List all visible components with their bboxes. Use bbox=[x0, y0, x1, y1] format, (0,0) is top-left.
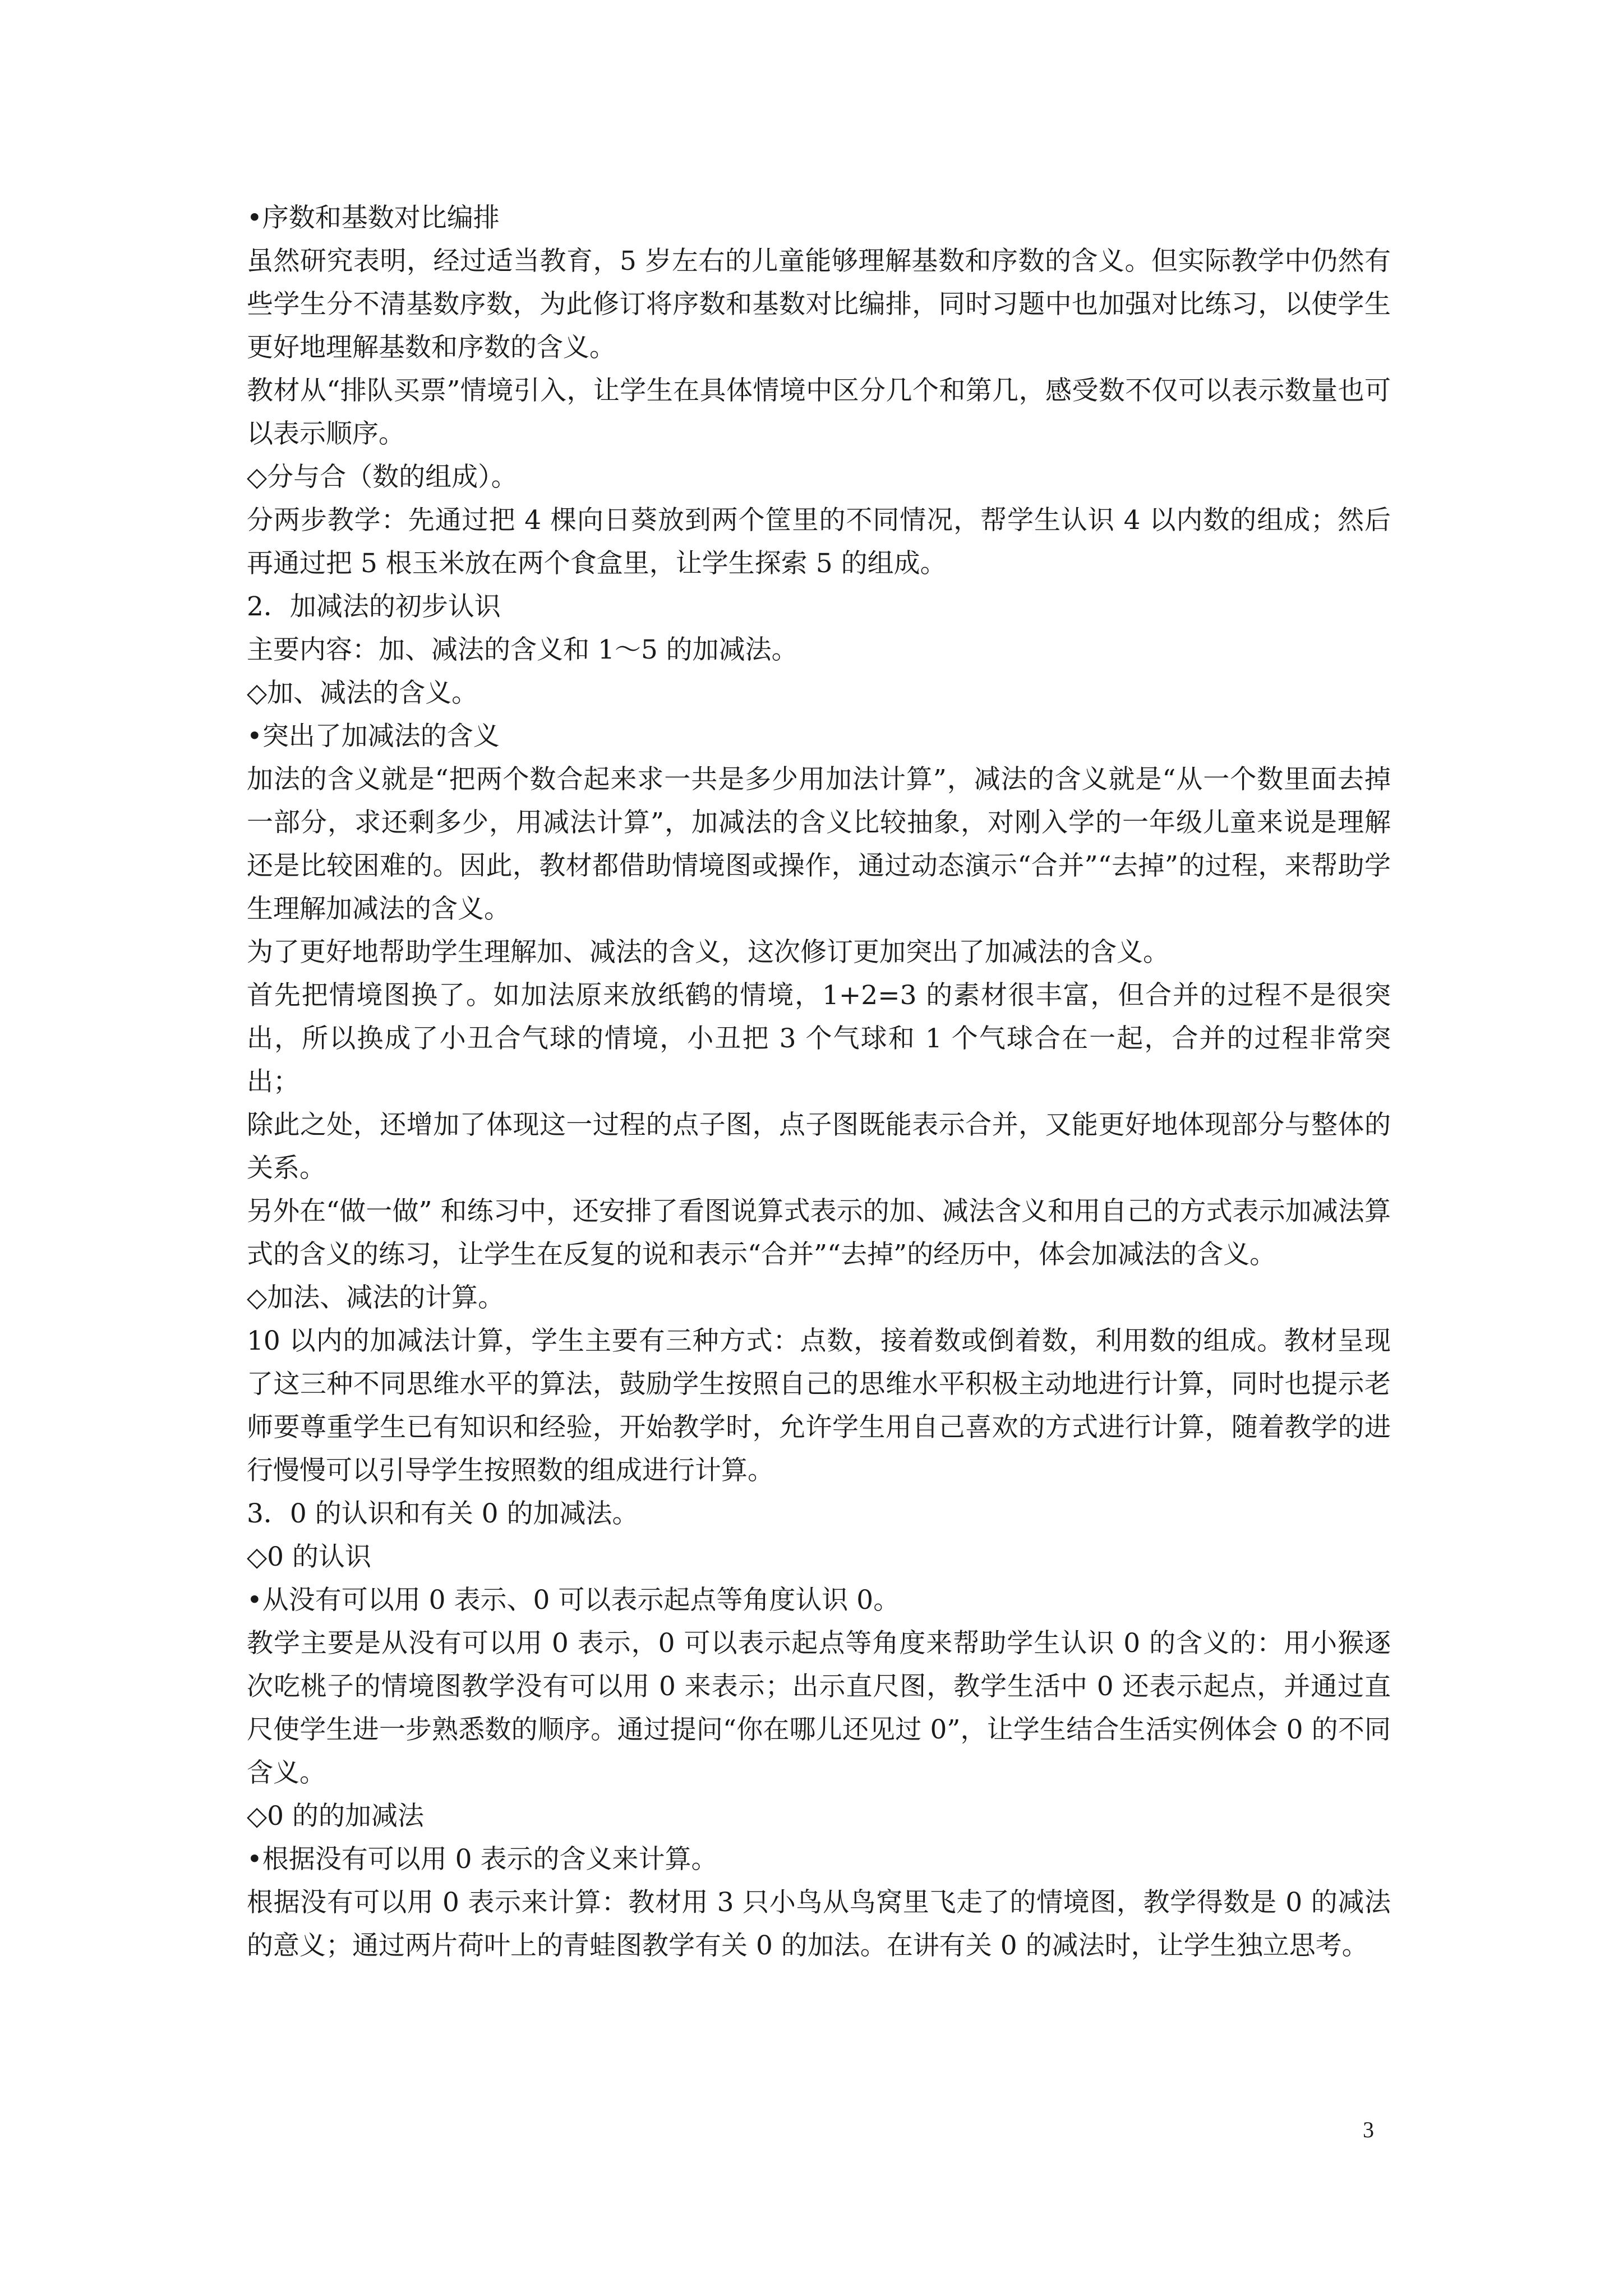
subheading-calculation: ◇加法、减法的计算。 bbox=[247, 1282, 505, 1313]
paragraph-main-content: 主要内容：加、减法的含义和 1～5 的加减法。 bbox=[247, 634, 798, 665]
subheading-highlight-meaning: •突出了加减法的含义 bbox=[247, 721, 500, 752]
section-heading-3: 3．0 的认识和有关 0 的加减法。 bbox=[247, 1498, 639, 1529]
subheading-meaning: ◇加、减法的含义。 bbox=[247, 678, 478, 708]
paragraph: 另外在“做一做” 和练习中，还安排了看图说算式表示的加、减法含义和用自己的方式表示加减法算式的含义的练习，让学生在反复的说和表示“合并”“去掉”的经历中，体会加减法的含义。 bbox=[247, 1196, 1391, 1270]
subheading-zero-calc: •根据没有可以用 0 表示的含义来计算。 bbox=[247, 1844, 718, 1875]
paragraph: 为了更好地帮助学生理解加、减法的含义，这次修订更加突出了加减法的含义。 bbox=[247, 937, 1169, 968]
subheading-zero-addsub: ◇0 的的加减法 bbox=[247, 1801, 424, 1832]
paragraph: 分两步教学：先通过把 4 棵向日葵放到两个筐里的不同情况，帮学生认识 4 以内数的组成；然后再通过把 5 根玉米放在两个食盒里，让学生探索 5 的组成。 bbox=[247, 505, 1391, 579]
subheading-ordinal-cardinal: •序数和基数对比编排 bbox=[247, 203, 500, 233]
subheading-zero: ◇0 的认识 bbox=[247, 1542, 371, 1572]
document-body bbox=[247, 196, 1391, 1967]
paragraph: 教材从“排队买票”情境引入，让学生在具体情境中区分几个和第几，感受数不仅可以表示数量也可以表示顺序。 bbox=[247, 375, 1391, 449]
subheading-composition: ◇分与合（数的组成）。 bbox=[247, 462, 518, 493]
subheading-zero-angles: •从没有可以用 0 表示、0 可以表示起点等角度认识 0。 bbox=[247, 1585, 900, 1616]
section-heading-2: 2．加减法的初步认识 bbox=[247, 591, 501, 622]
paragraph: 首先把情境图换了。如加法原来放纸鹤的情境，1+2=3 的素材很丰富，但合并的过程不是很突出，所以换成了小丑合气球的情境，小丑把 3 个气球和 1 个气球合在一起，合并的过程非常突出； bbox=[247, 980, 1391, 1097]
paragraph: 10 以内的加减法计算，学生主要有三种方式：点数，接着数或倒着数，利用数的组成。教材呈现了这三种不同思维水平的算法，鼓励学生按照自己的思维水平积极主动地进行计算，同时也提示老师要尊重学生已有知识和经验，开始教学时，允许学生用自己喜欢的方式进行计算，随着教学的进行慢慢可以引导学生按照数的组成进行计算。 bbox=[247, 1326, 1391, 1486]
paragraph: 加法的含义就是“把两个数合起来求一共是多少用加法计算”，减法的含义就是“从一个数里面去掉一部分，求还剩多少，用减法计算”，加减法的含义比较抽象，对刚入学的一年级儿童来说是理解还是比较困难的。因此，教材都借助情境图或操作，通过动态演示“合并”“去掉”的过程，来帮助学生理解加减法的含义。 bbox=[247, 764, 1391, 924]
paragraph: 根据没有可以用 0 表示来计算：教材用 3 只小鸟从鸟窝里飞走了的情境图，教学得数是 0 的减法的意义；通过两片荷叶上的青蛙图教学有关 0 的加法。在讲有关 0 的减法时，让学生独立思考。 bbox=[247, 1887, 1391, 1961]
paragraph: 除此之处，还增加了体现这一过程的点子图，点子图既能表示合并，又能更好地体现部分与整体的关系。 bbox=[247, 1110, 1391, 1184]
page-number: 3 bbox=[1363, 2117, 1374, 2142]
paragraph: 教学主要是从没有可以用 0 表示，0 可以表示起点等角度来帮助学生认识 0 的含义的：用小猴逐次吃桃子的情境图教学没有可以用 0 来表示；出示直尺图，教学生活中 0 还表示起点，并通过直尺使学生进一步熟悉数的顺序。通过提问“你在哪儿还见过 0”，让学生结合生活实例体会 0 的不同含义。 bbox=[247, 1628, 1391, 1788]
paragraph: 虽然研究表明，经过适当教育，5 岁左右的儿童能够理解基数和序数的含义。但实际教学中仍然有些学生分不清基数序数，为此修订将序数和基数对比编排，同时习题中也加强对比练习，以使学生更好地理解基数和序数的含义。 bbox=[247, 246, 1391, 363]
